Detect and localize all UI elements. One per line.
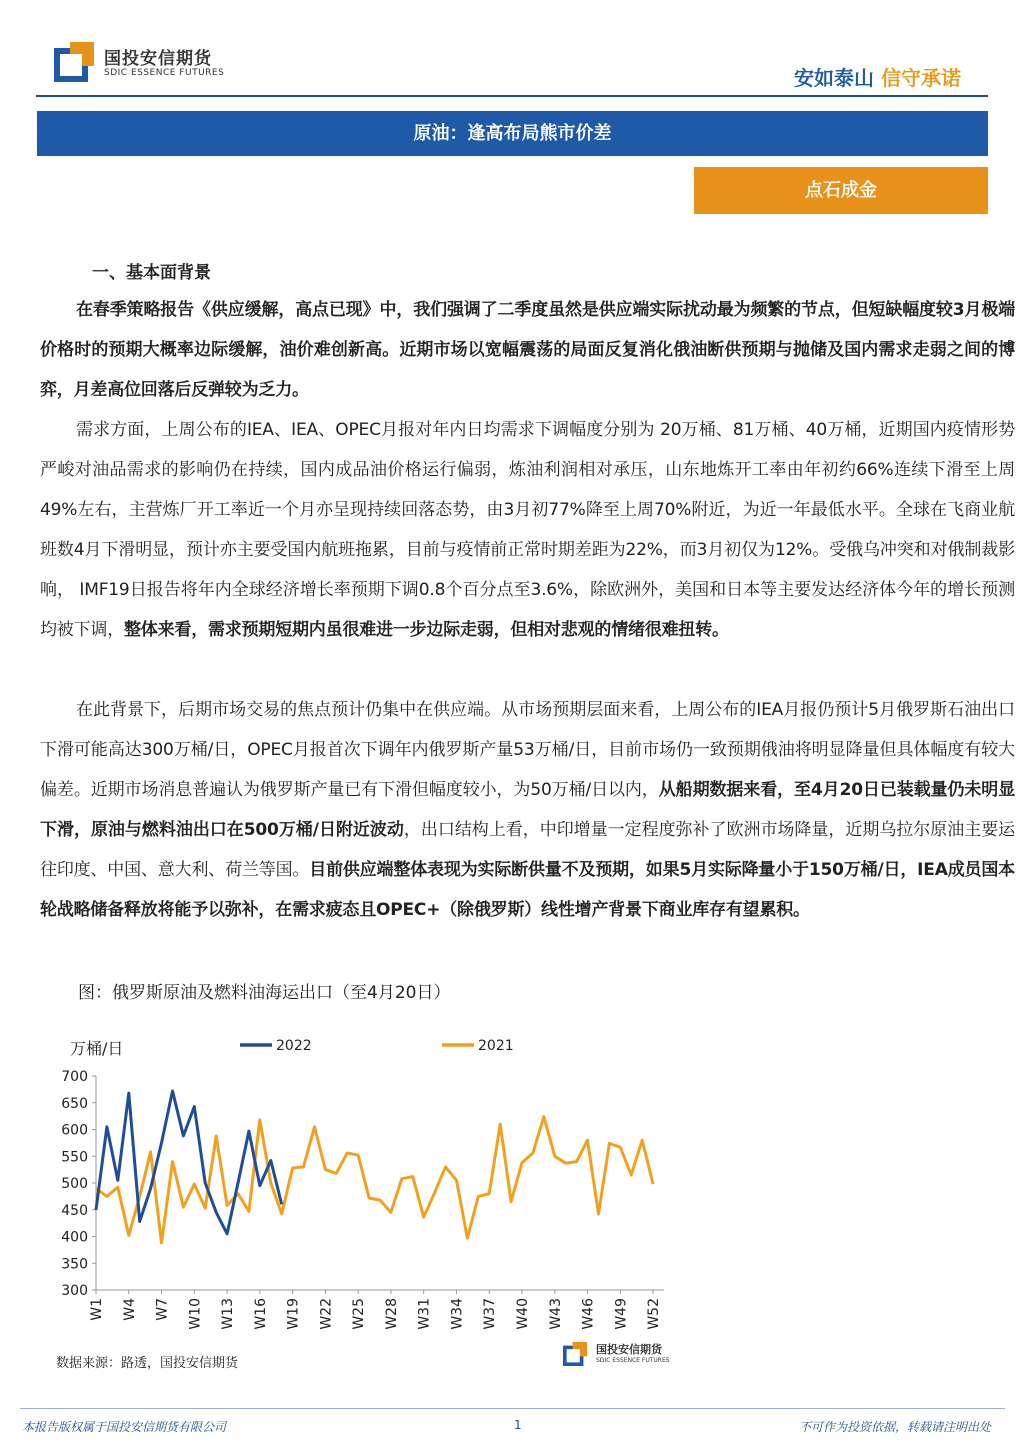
x-tick-label: W43 [547, 1298, 564, 1330]
y-tick-label: 700 [61, 1069, 88, 1085]
section-heading: 一、基本面背景 [92, 263, 211, 283]
x-tick-label: W16 [252, 1298, 269, 1330]
y-axis-unit-label: 万桶/日 [70, 1039, 124, 1058]
report-title: 原油：逢高布局熊市价差 [37, 111, 988, 156]
logo-text-cn: 国投安信期货 [104, 49, 212, 69]
x-tick-label: W40 [515, 1298, 531, 1330]
header-divider [36, 95, 988, 97]
x-tick-label: W7 [154, 1298, 171, 1321]
page-number: 1 [514, 1418, 522, 1432]
watermark-logo-cn: 国投安信期货 [596, 1343, 662, 1356]
x-tick-label: W28 [383, 1298, 400, 1330]
y-tick-label: 650 [61, 1095, 88, 1112]
company-logo [54, 40, 294, 90]
y-tick-label: 350 [61, 1256, 88, 1273]
export-line-chart [60, 1028, 680, 1358]
x-tick-label: W19 [285, 1298, 302, 1330]
legend-label-2022: 2022 [276, 1038, 312, 1054]
chart-watermark-logo [562, 1340, 692, 1370]
x-tick-label: W4 [121, 1298, 138, 1321]
x-tick-label: W1 [89, 1298, 105, 1321]
paragraph-3-text-b: ，出口结构上看，中印增量一定程度弥补了欧洲市场降量，近期乌拉尔原油主要运往印度、中国、意大利、荷兰等国。 [40, 820, 1015, 880]
x-tick-label: W34 [449, 1298, 466, 1330]
logo-mark-icon [54, 42, 94, 82]
paragraph-3-bold-b: 目前供应端整体表现为实际断供量不及预期，如果5月实际降量小于150万桶/日，IEA成员国本轮战略储备释放将能予以弥补，在需求疲态且OPEC+（除俄罗斯）线性增产背景下商业库存有望累积。 [40, 860, 1015, 920]
legend-label-2021: 2021 [478, 1038, 514, 1054]
figure-caption: 图：俄罗斯原油及燃料油海运出口（至4月20日） [78, 983, 451, 1003]
y-tick-label: 450 [61, 1202, 88, 1219]
slogan [794, 62, 961, 91]
y-tick-label: 400 [61, 1229, 88, 1246]
paragraph-2-bold: 整体来看，需求预期短期内虽很难进一步边际走弱，但相对悲观的情绪很难扭转。 [124, 620, 729, 640]
data-source: 数据来源：路透，国投安信期货 [56, 1356, 239, 1371]
paragraph-2-text: 需求方面，上周公布的IEA、IEA、OPEC月报对年内日均需求下调幅度分别为 20万桶、81万桶、40万桶，近期国内疫情形势严峻对油品需求的影响仍在持续，国内成品油价格运行偏弱，炼油利润相对承压，山东地炼开工率由年初约66%连续下滑至上周49%左右，主营炼厂开工率近一个月亦呈现持续回落态势，由3月初77%降至上周70%附近，为近一年最低水平。全球在飞商业航班数4月下滑明显，预计亦主要受国内航班拖累，目前与疫情前正常时期差距为22%，而3月初仅为12%。受俄乌冲突和对俄制裁影响， IMF19日报告将年内全球经济增长率预期下调0.8个百分点至3.6%，除欧洲外，美国和日本等主要发达经济体今年的增长预测均被下调， [40, 420, 1015, 640]
x-tick-label: W13 [220, 1298, 237, 1330]
x-tick-label: W31 [416, 1298, 433, 1330]
x-tick-label: W49 [613, 1298, 630, 1330]
paragraph-3-text-a: 在此背景下，后期市场交易的焦点预计仍集中在供应端。从市场预期层面来看，上周公布的IEA月报仍预计5月俄罗斯石油出口下滑可能高达300万桶/日，OPEC月报首次下调年内俄罗斯产量53万桶/日，目前市场仍一致预期俄油将明显降量但具体幅度有较大偏差。近期市场消息普遍认为俄罗斯产量已有下滑但幅度较小，为50万桶/日以内， [40, 700, 1015, 800]
y-tick-label: 550 [61, 1149, 88, 1166]
paragraph-1: 在春季策略报告《供应缓解，高点已现》中，我们强调了二季度虽然是供应端实际扰动最为频繁的节点，但短缺幅度较3月极端价格时的预期大概率边际缓解，油价难创新高。近期市场以宽幅震荡的局面反复消化俄油断供预期与抛储及国内需求走弱之间的博弈，月差高位回落后反弹较为乏力。 [40, 300, 1015, 400]
x-tick-label: W37 [482, 1298, 499, 1330]
y-tick-label: 300 [61, 1283, 88, 1299]
paragraph-3-bold-a: 从船期数据来看，至4月20日已装载量仍未明显下滑，原油与燃料油出口在500万桶/日附近波动 [40, 780, 1015, 840]
slogan-part-a: 安如泰山 [794, 66, 875, 90]
footer-copyright: 本报告版权属于国投安信期货有限公司 [22, 1420, 227, 1434]
paragraph-3 [40, 690, 1015, 930]
logo-text-en: SDIC ESSENCE FUTURES [104, 68, 225, 78]
paragraph-2 [40, 410, 1015, 650]
x-tick-label: W46 [580, 1298, 597, 1330]
watermark-logo-en: SDIC ESSENCE FUTURES [596, 1357, 670, 1364]
y-tick-label: 500 [61, 1176, 88, 1192]
column-tag: 点石成金 [694, 167, 988, 214]
x-tick-label: W25 [351, 1298, 368, 1330]
x-tick-label: W10 [187, 1298, 204, 1330]
chart-svg [60, 1028, 680, 1358]
footer-disclaimer: 不可作为投资依据，转载请注明出处 [798, 1420, 991, 1434]
y-tick-label: 600 [61, 1122, 88, 1139]
slogan-part-b: 信守承诺 [881, 66, 961, 90]
series-line-2021 [96, 1117, 653, 1243]
x-tick-label: W22 [318, 1298, 335, 1330]
watermark-logo-icon [562, 1342, 588, 1366]
footer-divider [20, 1408, 1005, 1409]
x-tick-label: W52 [646, 1298, 663, 1330]
